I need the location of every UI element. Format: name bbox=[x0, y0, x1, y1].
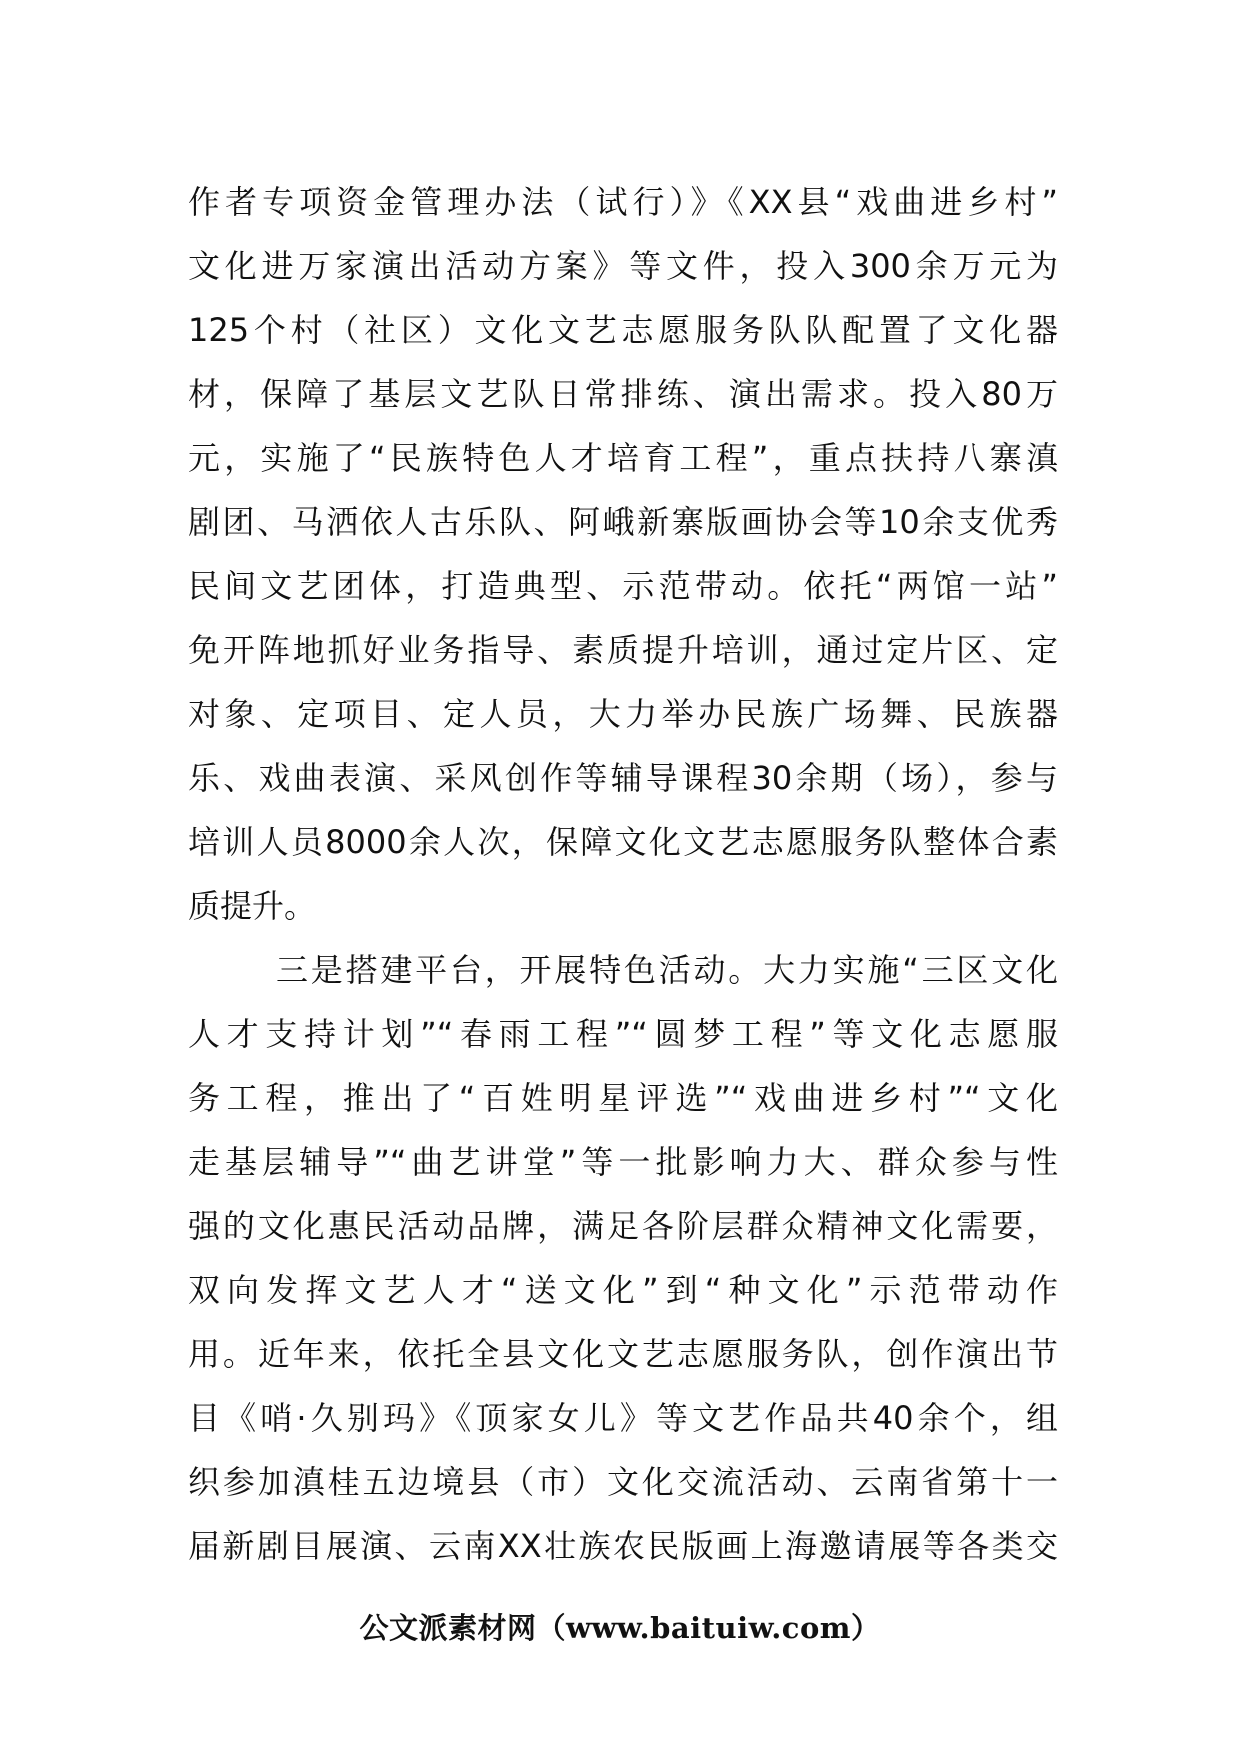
text-line: 乐、戏曲表演、采风创作等辅导课程30余期（场），参与 bbox=[188, 759, 1058, 797]
text-line: 文化进万家演出活动方案》等文件，投入300余万元为 bbox=[188, 247, 1058, 285]
text-line: 125个村（社区）文化文艺志愿服务队队配置了文化器 bbox=[188, 311, 1058, 349]
text-line: 对象、定项目、定人员，大力举办民族广场舞、民族器 bbox=[188, 695, 1058, 733]
footer-watermark: 公文派素材网（www.baituiw.com） bbox=[359, 1611, 881, 1645]
paragraph-2 bbox=[188, 938, 1058, 1578]
text-line: 免开阵地抓好业务指导、素质提升培训，通过定片区、定 bbox=[188, 631, 1058, 669]
text-line: 民间文艺团体，打造典型、示范带动。依托“两馆一站” bbox=[188, 567, 1058, 605]
text-line: 届新剧目展演、云南XX壮族农民版画上海邀请展等各类交 bbox=[188, 1527, 1058, 1565]
text-line: 务工程，推出了“百姓明星评选”“戏曲进乡村”“文化 bbox=[188, 1079, 1058, 1117]
paragraph-1 bbox=[188, 170, 1058, 938]
text-line: 培训人员8000余人次，保障文化文艺志愿服务队整体合素 bbox=[188, 823, 1058, 861]
text-line: 材，保障了基层文艺队日常排练、演出需求。投入80万 bbox=[188, 375, 1058, 413]
text-line: 目《哨·久别玛》《顶家女儿》等文艺作品共40余个，组 bbox=[188, 1399, 1058, 1437]
text-line: 质提升。 bbox=[188, 887, 317, 925]
text-line: 剧团、马洒依人古乐队、阿峨新寨版画协会等10余支优秀 bbox=[188, 503, 1058, 541]
text-line: 织参加滇桂五边境县（市）文化交流活动、云南省第十一 bbox=[188, 1463, 1058, 1501]
text-line: 双向发挥文艺人才“送文化”到“种文化”示范带动作 bbox=[188, 1271, 1058, 1309]
text-line: 走基层辅导”“曲艺讲堂”等一批影响力大、群众参与性 bbox=[188, 1143, 1058, 1181]
text-line: 强的文化惠民活动品牌，满足各阶层群众精神文化需要， bbox=[188, 1207, 1058, 1245]
text-line: 作者专项资金管理办法（试行）》《XX县“戏曲进乡村” bbox=[188, 183, 1058, 221]
text-line: 用。近年来，依托全县文化文艺志愿服务队，创作演出节 bbox=[188, 1335, 1058, 1373]
document-body bbox=[188, 170, 1058, 1578]
text-line: 元，实施了“民族特色人才培育工程”，重点扶持八寨滇 bbox=[188, 439, 1058, 477]
text-line: 人才支持计划”“春雨工程”“圆梦工程”等文化志愿服 bbox=[188, 1015, 1058, 1053]
text-line: 三是搭建平台，开展特色活动。大力实施“三区文化 bbox=[276, 951, 1058, 989]
